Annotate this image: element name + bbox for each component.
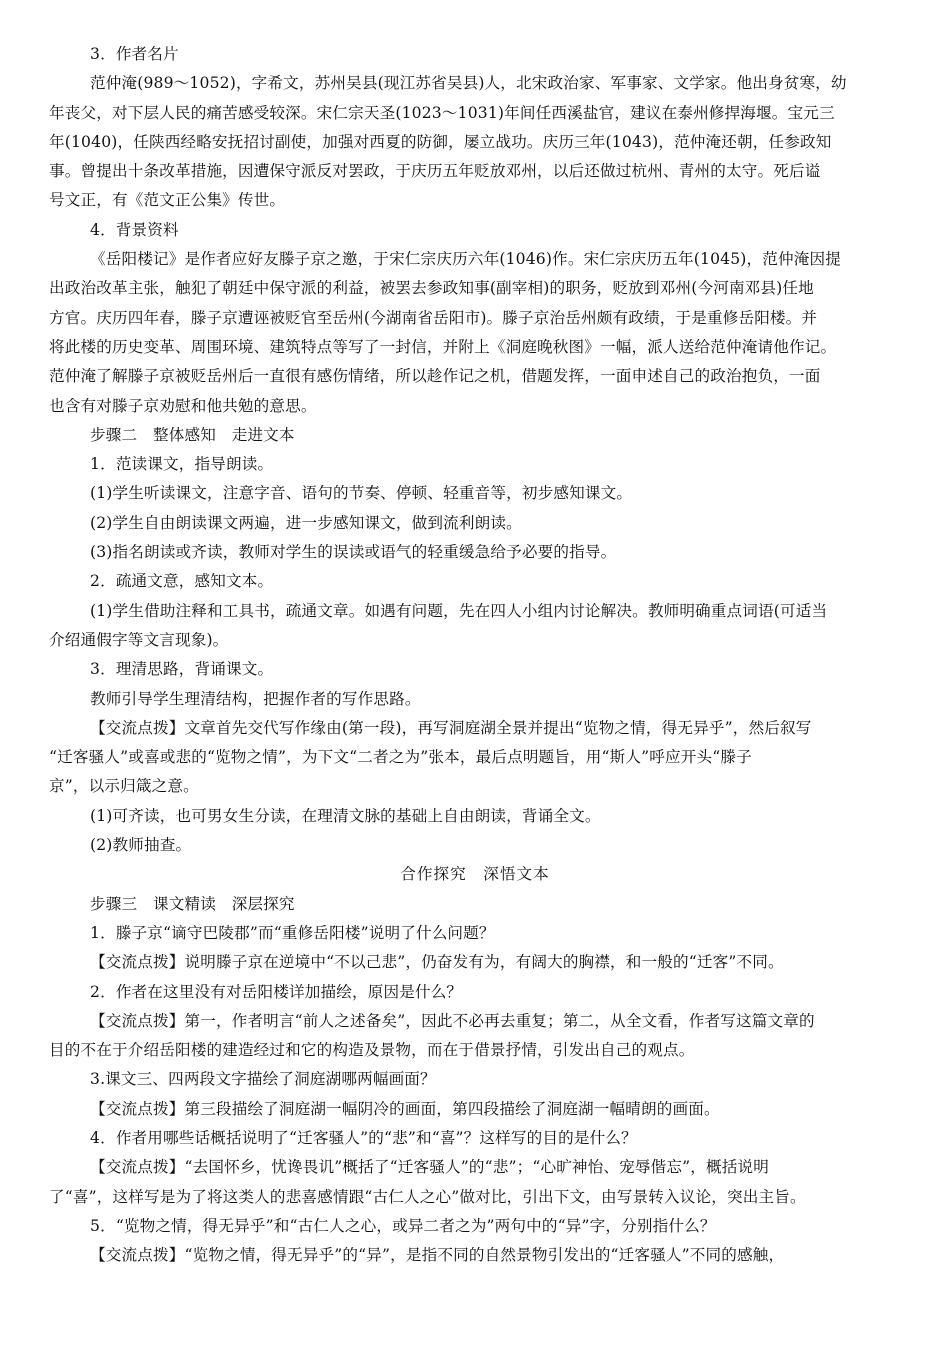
answer-4-line: 【交流点拨】“去国怀乡，忧谗畏讥”概括了“迁客骚人”的“悲”；“心旷神怡、宠辱偕忘”，概括说明 xyxy=(90,1158,769,1177)
question-5: 5．“览物之情，得无异乎”和“古仁人之心，或异二者之为”两句中的“异”字，分别指什么？ xyxy=(90,1216,716,1235)
section-title-cooperation: 合作探究 深悟文本 xyxy=(400,865,550,884)
question-3: 3.课文三、四两段文字描绘了洞庭湖哪两幅画面？ xyxy=(90,1070,436,1089)
sub-item: (2)教师抽查。 xyxy=(90,836,192,855)
answer-2-line: 目的不在于介绍岳阳楼的建造经过和它的构造及景物，而在于借景抒情，引发出自己的观点。 xyxy=(49,1041,695,1060)
question-1: 1．滕子京“谪守巴陵郡”而“重修岳阳楼”说明了什么问题？ xyxy=(90,923,495,942)
heading-step-three: 步骤三 课文精读 深层探究 xyxy=(90,894,295,913)
paragraph-line: 教师引导学生理清结构，把握作者的写作思路。 xyxy=(90,689,421,708)
item-model-reading: 1．范读课文，指导朗读。 xyxy=(90,455,274,474)
question-2: 2．作者在这里没有对岳阳楼详加描绘，原因是什么？ xyxy=(90,982,463,1001)
author-paragraph-line: 年丧父，对下层人民的痛苦感受较深。宋仁宗天圣(1023～1031)年间任西溪盐官，建议在泰州修捍海堰。宝元三 xyxy=(49,103,835,122)
sub-item-continued: 介绍通假字等文言现象)。 xyxy=(49,630,229,649)
item-comprehension: 2．疏通文意，感知文本。 xyxy=(90,572,274,591)
answer-1: 【交流点拨】说明滕子京在逆境中“不以己悲”，仍奋发有为，有阔大的胸襟，和一般的“迁客”不同。 xyxy=(90,953,784,972)
discussion-note-line: “迁客骚人”或喜或悲的“览物之情”，为下文“二者之为”张本，最后点明题旨，用“斯人”呼应开头“滕子 xyxy=(49,748,752,767)
background-paragraph-line: 《岳阳楼记》是作者应好友滕子京之邀，于宋仁宗庆历六年(1046)作。宋仁宗庆历五年(1045)，范仲淹因提 xyxy=(90,250,841,269)
heading-step-two: 步骤二 整体感知 走进文本 xyxy=(90,425,295,444)
answer-2-line: 【交流点拨】第一，作者明言“前人之述备矣”，因此不必再去重复；第二，从全文看，作者写这篇文章的 xyxy=(90,1011,815,1030)
sub-item: (2)学生自由朗读课文两遍，进一步感知课文，做到流利朗读。 xyxy=(90,513,522,532)
background-paragraph-line: 也含有对滕子京劝慰和他共勉的意思。 xyxy=(49,396,317,415)
author-paragraph-line: 范仲淹(989～1052)，字希文，苏州吴县(现江苏省吴县)人，北宋政治家、军事家、文学家。他出身贫寒，幼 xyxy=(90,74,847,93)
background-paragraph-line: 方官。庆历四年春，滕子京遭诬被贬官至岳州(今湖南省岳阳市)。滕子京治岳州颇有政绩，于是重修岳阳楼。并 xyxy=(49,308,818,327)
author-paragraph-line: 事。曾提出十条改革措施，因遭保守派反对罢政，于庆历五年贬放邓州，以后还做过杭州、青州的太守。死后谥 xyxy=(49,162,821,181)
author-paragraph-line: 号文正，有《范文正公集》传世。 xyxy=(49,191,286,210)
background-paragraph-line: 出政治改革主张，触犯了朝廷中保守派的利益，被罢去参政知事(副宰相)的职务，贬放到邓州(今河南邓县)任地 xyxy=(49,279,814,298)
answer-3: 【交流点拨】第三段描绘了洞庭湖一幅阴冷的画面，第四段描绘了洞庭湖一幅晴朗的画面。 xyxy=(90,1099,720,1118)
answer-4-line: 了“喜”，这样写是为了将这类人的悲喜感情跟“古仁人之心”做对比，引出下文，由写景转入议论，突出主旨。 xyxy=(49,1187,806,1206)
heading-author-card: 3．作者名片 xyxy=(90,45,179,63)
background-paragraph-line: 将此楼的历史变革、周围环境、建筑特点等写了一封信，并附上《洞庭晚秋图》一幅，派人送给范仲淹请他作记。 xyxy=(49,337,837,356)
author-paragraph-line: 年(1040)，任陕西经略安抚招讨副使，加强对西夏的防御，屡立战功。庆历三年(1043)，范仲淹还朝，任参政知 xyxy=(49,132,832,151)
sub-item: (1)学生听读课文，注意字音、语句的节奏、停顿、轻重音等，初步感知课文。 xyxy=(90,484,633,503)
background-paragraph-line: 范仲淹了解滕子京被贬岳州后一直很有感伤情绪，所以趁作记之机，借题发挥，一面申述自己的政治抱负，一面 xyxy=(49,367,821,386)
sub-item: (3)指名朗读或齐读，教师对学生的误读或语气的轻重缓急给予必要的指导。 xyxy=(90,543,617,562)
sub-item: (1)可齐读，也可男女生分读，在理清文脉的基础上自由朗读，背诵全文。 xyxy=(90,806,601,825)
question-4: 4．作者用哪些话概括说明了“迁客骚人”的“悲”和“喜”？这样写的目的是什么？ xyxy=(90,1128,637,1147)
sub-item: (1)学生借助注释和工具书，疏通文章。如遇有问题，先在四人小组内讨论解决。教师明确重点词语(可适当 xyxy=(90,601,828,620)
discussion-note-line: 【交流点拨】文章首先交代写作缘由(第一段)，再写洞庭湖全景并提出“览物之情，得无异乎”，然后叙写 xyxy=(90,718,812,737)
answer-5-line: 【交流点拨】“览物之情，得无异乎”的“异”，是指不同的自然景物引发出的“迁客骚人”不同的感触， xyxy=(90,1246,785,1265)
heading-background: 4．背景资料 xyxy=(90,220,179,239)
item-structure: 3．理清思路，背诵课文。 xyxy=(90,660,274,679)
discussion-note-line: 京”，以示归箴之意。 xyxy=(49,777,199,796)
